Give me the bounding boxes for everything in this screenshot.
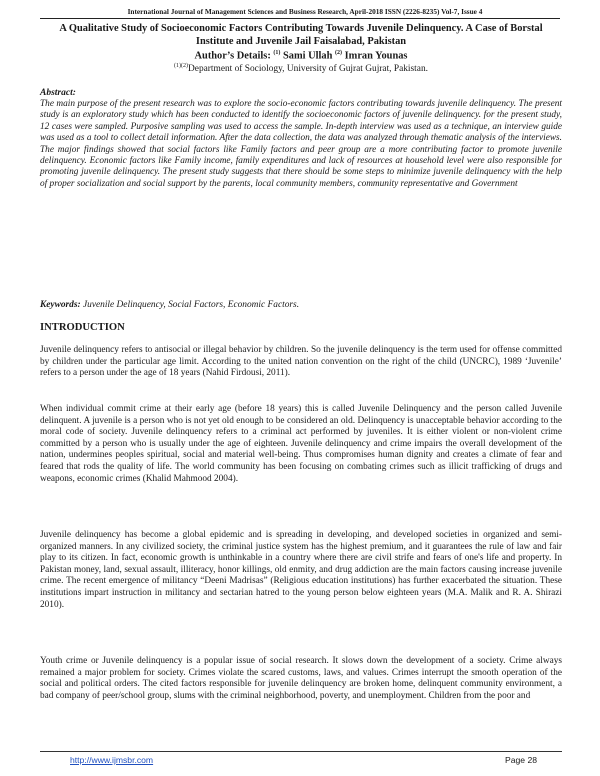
affiliation <box>40 63 562 74</box>
author1-name: Sami Ullah <box>283 50 333 62</box>
author-details <box>40 50 562 61</box>
intro-paragraph-2: When individual commit crime at their early age (before 18 years) this is called Juvenile Delinquency and the person called Juvenile delinquent. A juvenile is a person who is not yet old enough to be considered an old. Delinquency is unacceptable behavior according to the moral code of society. Juvenile delinquency refers to a criminal act performed by juveniles. It is either violent or non-violent crime committed by a person who is usually under the age of eighteen. Juvenile delinquency and crime impairs the overall development of the nation, undermines peoples spiritual, social and material well-being. Thus compromises human dignity and creates a climate of fear and feared that rods the quality of life. The world community has been focusing on combating crimes such as illicit trafficking of drugs and weapons, economic crimes (Khalid Mahmood 2004). <box>40 404 562 484</box>
page-number: Page 28 <box>505 755 538 765</box>
abstract-heading: Abstract: <box>40 88 76 98</box>
author2-name: Imran Younas <box>344 50 408 62</box>
section-heading-introduction: INTRODUCTION <box>40 322 125 333</box>
intro-paragraph-3: Juvenile delinquency has become a global epidemic and is spreading in developing, and developed societies in organized and semi-organized manners. In any civilized society, the criminal justice system has the highest premium, and it guarantees the rule of law and fair play to its citizen. In fact, economic growth is unthinkable in a country where there are civil strife and fears of one's life and property. In Pakistan money, land, sexual assault, illiteracy, honor killings, old enmity, and drug addiction are the main factors causing increase juvenile crime. The recent emergence of militancy “Deeni Madrisas” (Religious education institutions) has further exacerbated the situation. These institutions impart instruction in militancy and sectarian hatred to the young person below eighteen years (M.A. Malik and R. A. Shirazi 2010). <box>40 530 562 610</box>
author2-superscript: (2) <box>335 50 343 56</box>
intro-paragraph-1: Juvenile delinquency refers to antisocial or illegal behavior by children. So the juvenile delinquency is the term used for offense committed by children under the particular age limit. According to the united nation convention on the right of the child (UNCRC), 1989 ‘Juvenile’ refers to a person under the age of 18 years (Nahid Firdousi, 2011). <box>40 345 562 379</box>
footer-divider <box>40 751 562 752</box>
keywords-text: Juvenile Delinquency, Social Factors, Economic Factors. <box>82 300 300 310</box>
journal-header: International Journal of Management Sciences and Business Research, April-2018 ISSN (2226-8235) Vol-7, Issue 4 <box>127 7 483 16</box>
author1-superscript: (1) <box>273 50 281 56</box>
abstract-body: The main purpose of the present research was to explore the socio-economic factors contributing towards juvenile delinquency. The present study is an exploratory study which has been conducted to identify the socioeconomic factors of juvenile delinquency. for the present study, 12 cases were sampled. Purposive sampling was used to access the sample. In-depth interview was used as a technique, an interview guide was used as a tool to collect detail information. After the data collection, the data was analyzed through thematic analysis of the interviews. The major findings showed that social factors like Family factors and peer group are a more contributing factor to promote juvenile delinquency. Economic factors like Family income, family expenditures and lack of resources at household level were also responsible for promoting juvenile delinquency. The present study suggests that there should be some steps to minimize juvenile delinquency with the help of proper socialization and social support by the parents, local community members, community representative and Government <box>40 99 562 189</box>
affiliation-text: Department of Sociology, University of Gujrat Gujrat, Pakistan. <box>188 64 428 75</box>
keywords-line <box>40 300 562 310</box>
header-divider <box>40 18 560 19</box>
paper-title: A Qualitative Study of Socioeconomic Factors Contributing Towards Juvenile Delinquency. A Case of Borstal Institute and Juvenile Jail Faisalabad, Pakistan <box>59 23 543 47</box>
journal-website-link[interactable]: http://www.ijmsbr.com <box>70 755 154 765</box>
affiliation-superscript: (1)(2) <box>174 63 189 69</box>
keywords-label: Keywords: <box>40 300 81 310</box>
intro-paragraph-4: Youth crime or Juvenile delinquency is a popular issue of social research. It slows down the development of a society. Crime always remained a major problem for society. Crimes violate the scared customs, laws, and values. Crimes interrupt the smooth operation of the social and political orders. The cited factors responsible for juvenile delinquency are broken home, delinquent community environment, a bad company of peer/school group, slums with the criminal neighborhood, poverty, and unemployment. Children from the poor and <box>40 656 562 701</box>
authors-label: Author’s Details: <box>194 50 271 62</box>
abstract-section <box>40 88 562 190</box>
